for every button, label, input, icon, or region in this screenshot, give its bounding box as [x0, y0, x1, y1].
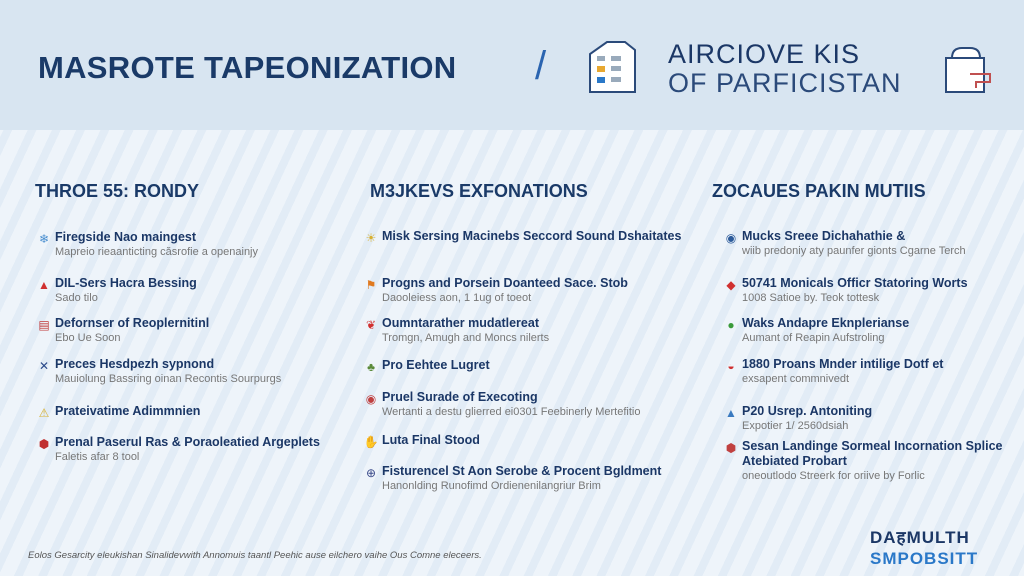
slash-divider: / [535, 44, 547, 88]
item-title: 1880 Proans Mnder intilige Dotf et [742, 357, 944, 371]
caution-icon: ⚠ [38, 406, 50, 420]
list-item [362, 276, 692, 305]
flag-icon: ⚑ [365, 278, 377, 292]
item-subtitle: wiib predoniy aty paunfer gionts Cgarne Terch [742, 245, 966, 257]
item-title: Waks Andapre Eknplerianse [742, 316, 910, 330]
globe-icon: ⊕ [365, 466, 377, 480]
brand-line-1: AIRCIOVE KIS [668, 39, 861, 69]
building-icon [587, 38, 641, 94]
item-subtitle: Sado tilo [55, 292, 98, 304]
item-title: Prateivatime Adimmnien [55, 404, 201, 418]
shield-icon: ⬢ [38, 437, 50, 451]
item-title: Preces Hesdpezh sypnond [55, 357, 215, 371]
item-subtitle: oneoutlodo Streerk for oriive by Forlic [742, 470, 925, 482]
page-title: MASROTE TAPEONIZATION [38, 50, 457, 85]
list-item [722, 404, 1024, 433]
item-title: Progns and Porsein Doanteed Sace. Stob [382, 276, 628, 290]
list-item [722, 229, 1024, 258]
item-title: 50741 Monicals Officr Statoring Worts [742, 276, 968, 290]
bowl-icon: ◒ [727, 359, 735, 373]
item-title: Oumntarather mudatlereat [382, 316, 539, 330]
monument-icon: ▲ [725, 406, 737, 420]
item-subtitle: 1008 Satioe by. Teok tottesk [742, 292, 880, 304]
list-item [35, 230, 365, 259]
crest-icon: ⬢ [725, 441, 737, 455]
logo-line-1: DAहMULTH [870, 528, 970, 547]
item-subtitle: Mauiolung Bassring oinan Recontis Sourpurgs [55, 373, 282, 385]
hands-icon: ✋ [363, 435, 379, 449]
item-subtitle: Mapreio rieaanticting căsrofie a openainjy [55, 246, 259, 258]
list-item [35, 357, 365, 386]
list-item [35, 435, 365, 464]
uk-flag-icon: ✕ [38, 359, 50, 373]
list-item [722, 439, 1024, 483]
item-title: Firegside Nao maingest [55, 230, 197, 244]
item-title: Misk Sersing Macinebs Seccord Sound Dshaitates [382, 229, 682, 243]
globe-green-icon: ● [727, 318, 735, 332]
list-item [362, 358, 692, 373]
list-item [362, 433, 692, 448]
item-subtitle: Ebo Ue Soon [55, 332, 121, 344]
item-title: Pruel Surade of Execoting [382, 390, 538, 404]
brand-title [668, 40, 902, 98]
sun-emblem-icon: ☀ [365, 231, 377, 245]
column-heading: M3JKEVS EXFONATIONS [370, 181, 588, 201]
us-flag-icon: ▤ [38, 318, 50, 332]
list-item [35, 316, 365, 345]
item-title: Fisturencel St Aon Serobe & Procent Bgldment [382, 464, 662, 478]
warning-triangle-icon: ▲ [38, 278, 50, 292]
eye-icon: ◉ [725, 231, 737, 245]
item-title: DIL-Sers Hacra Bessing [55, 276, 197, 290]
footer-note: Eolos Gesarcity eleukishan Sinalidevwith Annomuis taantl Peehic ause eilchero vaihe Ous Comne eleceers. [28, 550, 482, 561]
item-subtitle: Wertanti a destu glierred ei0301 Feebinerly Mertefitio [382, 406, 641, 418]
diamond-icon: ◆ [726, 278, 736, 292]
list-item [35, 404, 365, 419]
tree-icon: ♣ [367, 360, 375, 374]
logo-line-2: SMPOBSITT [870, 549, 979, 568]
item-title: Sesan Landinge Sormeal Incornation Splice Atebiated Probart [742, 439, 1003, 468]
item-subtitle: Aumant of Reapin Aufstroling [742, 332, 885, 344]
document-box-icon [942, 44, 996, 96]
item-subtitle: exsapent commnivedt [742, 373, 849, 385]
badge-icon: ◉ [365, 392, 377, 406]
item-subtitle: Expotier 1/ 2560dsiah [742, 420, 849, 432]
list-item [362, 390, 692, 419]
item-subtitle: Tromgn, Amugh and Moncs nilerts [382, 332, 550, 344]
list-item [722, 357, 1024, 386]
item-title: P20 Usrep. Antoniting [742, 404, 873, 418]
item-subtitle: Faletis afar 8 tool [55, 451, 140, 463]
list-item [362, 464, 692, 493]
list-item [722, 316, 1024, 345]
item-subtitle: Daooleiess aon, 1 1ug of toeot [382, 292, 532, 304]
item-title: Pro Eehtee Lugret [382, 358, 490, 372]
column-heading: THROE 55: RONDY [35, 181, 200, 201]
leaf-icon: ❦ [365, 318, 377, 332]
item-title: Mucks Sreee Dichahathie & [742, 229, 906, 243]
item-title: Prenal Paserul Ras & Poraoleatied Argeplets [55, 435, 320, 449]
list-item [722, 276, 1024, 305]
list-item [362, 316, 692, 345]
item-subtitle: Hanonlding Runofimd Ordienenilangriur Brim [382, 480, 601, 492]
column-heading: ZOCAUES PAKIN MUTIIS [712, 181, 926, 201]
snowflake-icon: ❄ [38, 232, 50, 246]
item-title: Defornser of Reoplernitinl [55, 316, 210, 330]
item-title: Luta Final Stood [382, 433, 480, 447]
list-item [35, 276, 365, 305]
list-item [362, 229, 692, 244]
footer-logo [870, 527, 978, 569]
brand-line-2: OF PARFICISTAN [668, 68, 902, 98]
